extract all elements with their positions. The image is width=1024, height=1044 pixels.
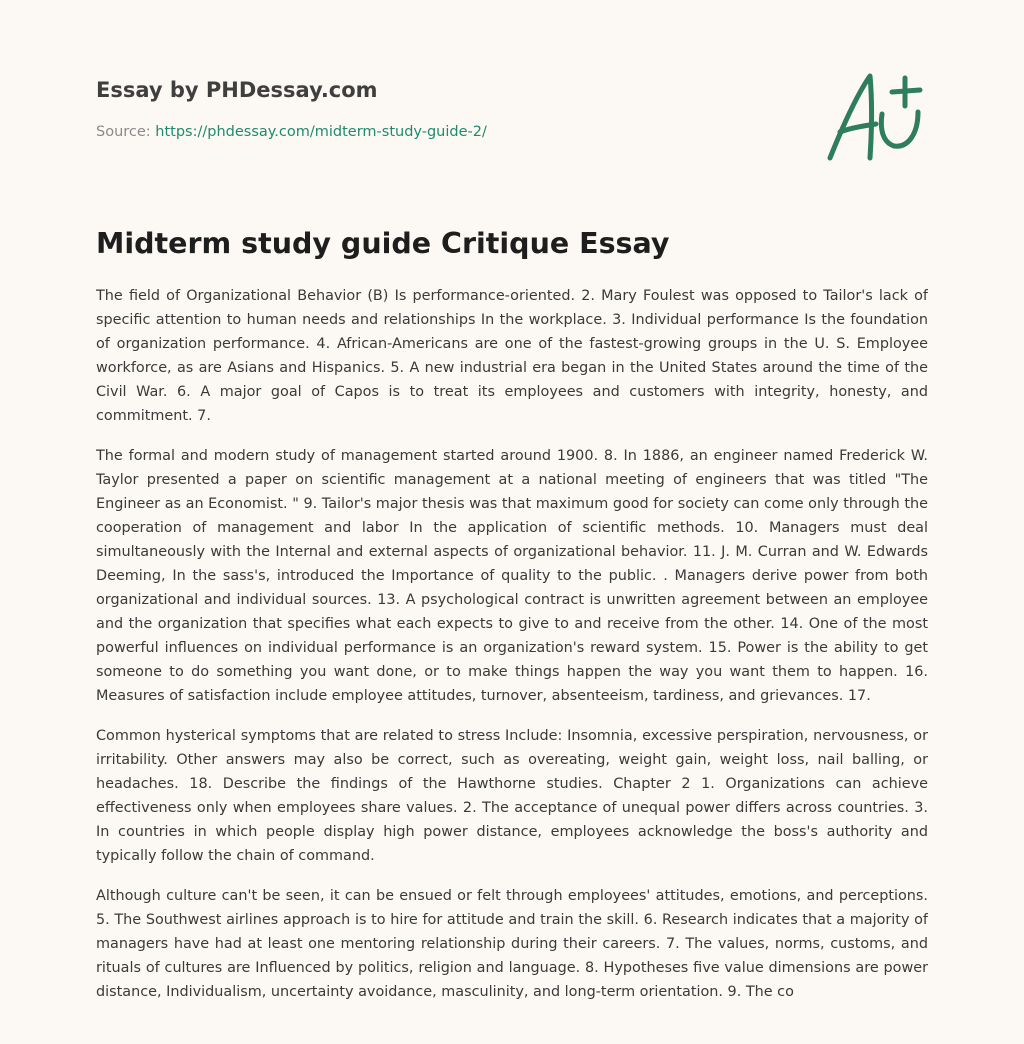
essay-body — [96, 284, 928, 1034]
a-plus-logo-icon — [820, 66, 930, 166]
essay-paragraph: The field of Organizational Behavior (B) Is performance-oriented. 2. Mary Foulest was opposed to Tailor's lack of specific attention to human needs and relationships In the workplace. 3. Individual performance Is the foundation of organization performance. 4. African-Americans are one of the fastest-growing groups in the U. S. Employee workforce, as are Asians and Hispanics. 5. A new industrial era began in the United States around the time of the Civil War. 6. A major goal of Capos is to treat its employees and customers with integrity, honesty, and commitment. 7. — [96, 288, 928, 424]
source-link[interactable]: https://phdessay.com/midterm-study-guide-2/ — [155, 124, 487, 140]
site-brand: Essay by PHDessay.com — [96, 78, 378, 102]
essay-title: Midterm study guide Critique Essay — [96, 227, 670, 260]
essay-paragraph: The formal and modern study of management started around 1900. 8. In 1886, an engineer named Frederick W. Taylor presented a paper on scientific management at a national meeting of engineers that was titled "The Engineer as an Economist. " 9. Tailor's major thesis was that maximum good for society can come only through the cooperation of management and labor In the application of scientific methods. 10. Managers must deal simultaneously with the Internal and external aspects of organizational behavior. 11. J. M. Curran and W. Edwards Deeming, In the sass's, introduced the Importance of quality to the public. . Managers derive power from both organizational and individual sources. 13. A psychological contract is unwritten agreement between an employee and the organization that specifies what each expects to give to and receive from the other. 14. One of the most powerful influences on individual performance is an organization's reward system. 15. Power is the ability to get someone to do something you want done, or to make things happen the way you want them to happen. 16. Measures of satisfaction include employee attitudes, turnover, absenteeism, tardiness, and grievances. 17. — [96, 448, 928, 704]
page-header — [96, 72, 928, 172]
essay-paragraph: Common hysterical symptoms that are related to stress Include: Insomnia, excessive perspiration, nervousness, or irritability. Other answers may also be correct, such as overeating, weight gain, weight loss, nail balling, or headaches. 18. Describe the findings of the Hawthorne studies. Chapter 2 1. Organizations can achieve effectiveness only when employees share values. 2. The acceptance of unequal power differs across countries. 3. In countries in which people display high power distance, employees acknowledge the boss's authority and typically follow the chain of command. — [96, 728, 928, 864]
essay-paragraph: Although culture can't be seen, it can be ensued or felt through employees' attitudes, emotions, and perceptions. 5. The Southwest airlines approach is to hire for attitude and train the skill. 6. Research indicates that a majority of managers have had at least one mentoring relationship during their careers. 7. The values, norms, customs, and rituals of cultures are Influenced by politics, religion and language. 8. Hypotheses five value dimensions are power distance, Individualism, uncertainty avoidance, masculinity, and long-term orientation. 9. The co — [96, 888, 928, 1000]
source-line — [96, 122, 928, 142]
source-label: Source: — [96, 124, 156, 140]
